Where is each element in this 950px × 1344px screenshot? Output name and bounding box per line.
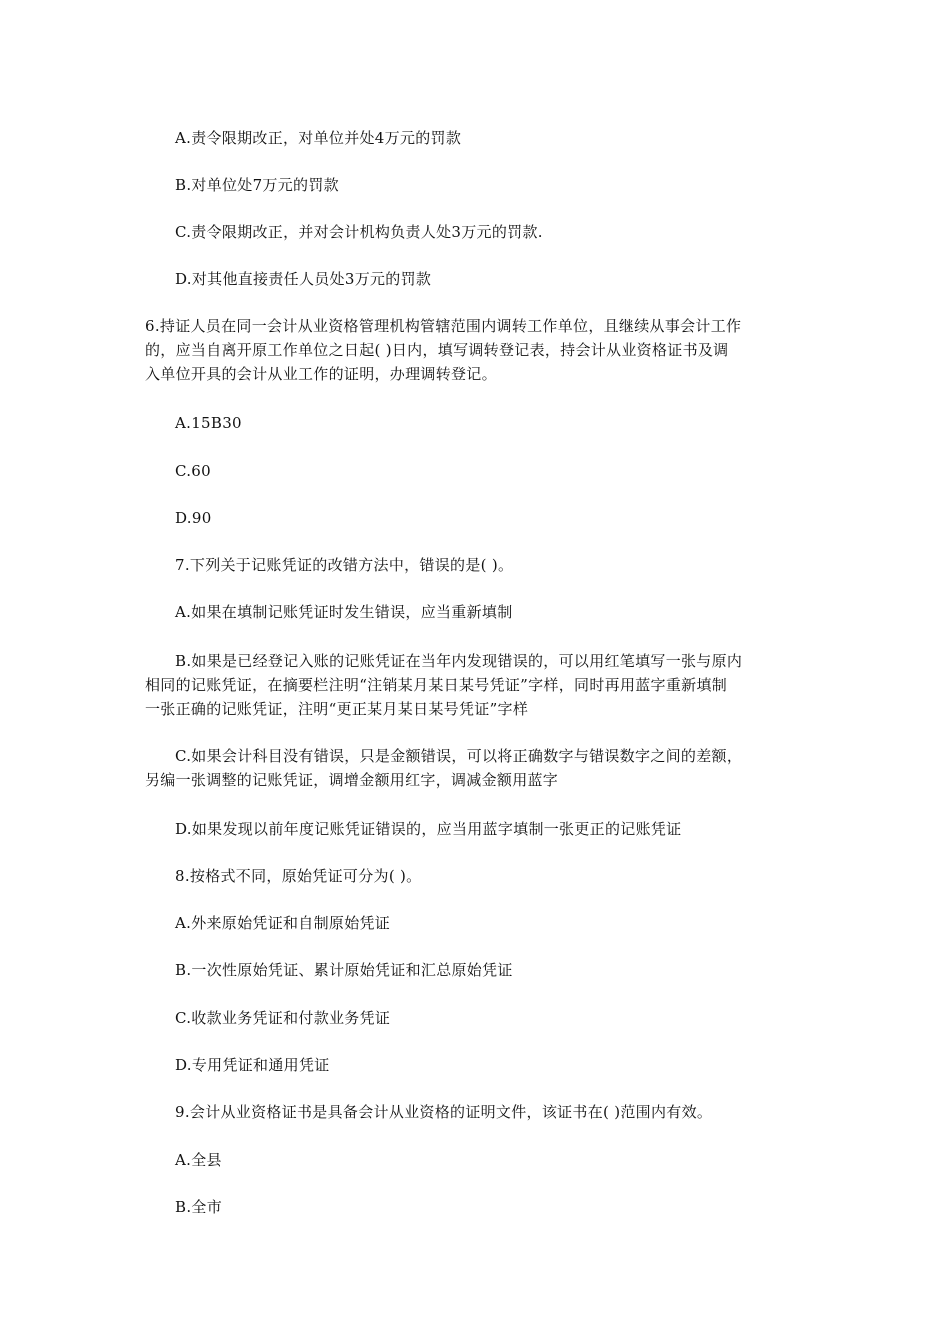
text-line: A.全县 — [175, 1151, 222, 1169]
text-line: A.外来原始凭证和自制原始凭证 — [175, 914, 391, 932]
option-9b — [145, 1195, 805, 1219]
text-line: 另编一张调整的记账凭证，调增金额用红字，调减金额用蓝字 — [145, 771, 559, 789]
option-6c — [145, 459, 805, 483]
text-line: 的，应当自离开原工作单位之日起( )日内，填写调转登记表，持会计从业资格证书及调 — [145, 341, 729, 359]
text-line: D.90 — [175, 509, 212, 527]
option-5b — [145, 173, 805, 197]
option-6d — [145, 506, 805, 530]
text-line: B.一次性原始凭证、累计原始凭证和汇总原始凭证 — [175, 961, 513, 979]
text-line: D.对其他直接责任人员处3万元的罚款 — [175, 270, 432, 288]
text-line: C.收款业务凭证和付款业务凭证 — [175, 1009, 391, 1027]
text-line: C.责令限期改正，并对会计机构负责人处3万元的罚款. — [175, 223, 543, 241]
option-8d — [145, 1053, 805, 1077]
text-line: C.60 — [175, 462, 211, 480]
question-8 — [145, 864, 805, 888]
text-line: 7.下列关于记账凭证的改错方法中，错误的是( )。 — [175, 556, 514, 574]
text-line: B.对单位处7万元的罚款 — [175, 176, 339, 194]
text-line: 入单位开具的会计从业工作的证明，办理调转登记。 — [145, 365, 497, 383]
option-7d — [145, 817, 805, 841]
option-5a — [145, 126, 805, 150]
text-line: D.如果发现以前年度记账凭证错误的，应当用蓝字填制一张更正的记账凭证 — [175, 820, 682, 838]
option-7a — [145, 600, 805, 624]
option-8b — [145, 958, 805, 982]
text-line: C.如果会计科目没有错误，只是金额错误，可以将正确数字与错误数字之间的差额， — [175, 747, 743, 765]
question-9 — [145, 1100, 805, 1124]
option-7b — [145, 649, 805, 721]
text-line: 相同的记账凭证，在摘要栏注明“注销某月某日某号凭证”字样，同时再用蓝字重新填制 — [145, 676, 728, 694]
text-line: A.15B30 — [175, 414, 242, 432]
option-8c — [145, 1006, 805, 1030]
text-line: A.责令限期改正，对单位并处4万元的罚款 — [175, 129, 462, 147]
text-line: B.全市 — [175, 1198, 222, 1216]
text-line: A.如果在填制记账凭证时发生错误，应当重新填制 — [175, 603, 513, 621]
text-line: B.如果是已经登记入账的记账凭证在当年内发现错误的，可以用红笔填写一张与原内 — [175, 652, 743, 670]
question-7 — [145, 553, 805, 577]
option-6a — [145, 411, 805, 435]
text-line: 6.持证人员在同一会计从业资格管理机构管辖范围内调转工作单位，且继续从事会计工作 — [145, 317, 742, 335]
option-5d — [145, 267, 805, 291]
option-7c — [145, 744, 805, 792]
option-9a — [145, 1148, 805, 1172]
option-5c — [145, 220, 805, 244]
question-6 — [145, 314, 805, 386]
text-line: D.专用凭证和通用凭证 — [175, 1056, 330, 1074]
text-line: 8.按格式不同，原始凭证可分为( )。 — [175, 867, 422, 885]
text-line: 一张正确的记账凭证，注明“更正某月某日某号凭证”字样 — [145, 700, 529, 718]
option-8a — [145, 911, 805, 935]
text-line: 9.会计从业资格证书是具备会计从业资格的证明文件，该证书在( )范围内有效。 — [175, 1103, 713, 1121]
